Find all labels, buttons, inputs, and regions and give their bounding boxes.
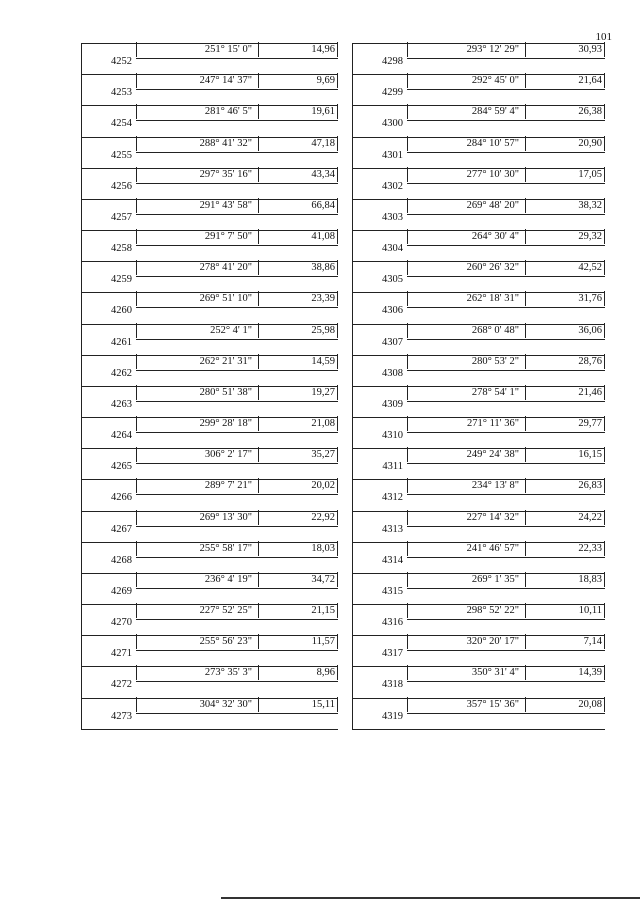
bearing-angle: 299° 28' 18" (136, 416, 258, 431)
table-row (82, 74, 338, 105)
distance-value: 29,32 (525, 229, 605, 244)
row-divider (407, 557, 605, 558)
row-divider (407, 183, 605, 184)
bearing-angle: 252° 4' 1" (136, 323, 258, 338)
point-id: 4271 (111, 648, 132, 660)
table-row (82, 137, 338, 168)
table-row (82, 479, 338, 510)
point-id: 4262 (111, 367, 132, 379)
row-divider (407, 214, 605, 215)
point-id: 4267 (111, 523, 132, 535)
distance-value: 18,83 (525, 572, 605, 587)
distance-value: 7,14 (525, 634, 605, 649)
bearing-angle: 236° 4' 19" (136, 572, 258, 587)
row-divider (407, 276, 605, 277)
bearing-angle: 273° 35' 3" (136, 665, 258, 680)
table-row (82, 604, 338, 635)
point-id: 4314 (382, 554, 403, 566)
table-row (353, 573, 605, 604)
table-row (353, 448, 605, 479)
distance-value: 20,90 (525, 136, 605, 151)
distance-value: 38,32 (525, 198, 605, 213)
point-id: 4312 (382, 492, 403, 504)
table-row (353, 666, 605, 697)
bearing-angle: 227° 14' 32" (407, 510, 525, 525)
bearing-angle: 281° 46' 5" (136, 104, 258, 119)
distance-value: 21,64 (525, 73, 605, 88)
row-divider (136, 307, 338, 308)
row-divider (136, 681, 338, 682)
table-row (353, 698, 605, 729)
row-divider (136, 401, 338, 402)
bearing-angle: 241° 46' 57" (407, 541, 525, 556)
point-id: 4318 (382, 679, 403, 691)
table-row (82, 43, 338, 74)
row-divider (407, 120, 605, 121)
table-row (353, 542, 605, 573)
point-id: 4259 (111, 274, 132, 286)
distance-value: 16,15 (525, 447, 605, 462)
table-row (353, 324, 605, 355)
distance-value: 14,96 (258, 42, 338, 57)
point-id: 4317 (382, 648, 403, 660)
bearing-angle: 255° 56' 23" (136, 634, 258, 649)
row-divider (136, 713, 338, 714)
distance-value: 14,59 (258, 354, 338, 369)
distance-value: 41,08 (258, 229, 338, 244)
point-id: 4261 (111, 336, 132, 348)
distance-value: 10,11 (525, 603, 605, 618)
point-id: 4304 (382, 243, 403, 255)
distance-value: 34,72 (258, 572, 338, 587)
table-row (353, 74, 605, 105)
point-id: 4255 (111, 149, 132, 161)
row-divider (136, 494, 338, 495)
point-id: 4299 (382, 87, 403, 99)
table-row (82, 635, 338, 666)
bearing-angle: 255° 58' 17" (136, 541, 258, 556)
row-divider (136, 183, 338, 184)
row-divider (407, 713, 605, 714)
row-divider (136, 432, 338, 433)
table-row (353, 230, 605, 261)
distance-value: 15,11 (258, 697, 338, 712)
table-row (353, 43, 605, 74)
table-row (82, 386, 338, 417)
bearing-angle: 304° 32' 30" (136, 697, 258, 712)
table-row (82, 698, 338, 729)
point-id: 4272 (111, 679, 132, 691)
point-id: 4307 (382, 336, 403, 348)
distance-value: 19,61 (258, 104, 338, 119)
point-id: 4270 (111, 617, 132, 629)
bearing-angle: 289° 7' 21" (136, 478, 258, 493)
row-divider (136, 339, 338, 340)
point-id: 4273 (111, 710, 132, 722)
bearing-angle: 260° 26' 32" (407, 260, 525, 275)
row-divider (407, 58, 605, 59)
row-divider (407, 401, 605, 402)
distance-value: 30,93 (525, 42, 605, 57)
table-row (82, 542, 338, 573)
bottom-rule (221, 897, 640, 899)
bearing-angle: 262° 21' 31" (136, 354, 258, 369)
point-id: 4256 (111, 180, 132, 192)
distance-value: 26,38 (525, 104, 605, 119)
bearing-angle: 277° 10' 30" (407, 167, 525, 182)
bearing-angle: 284° 10' 57" (407, 136, 525, 151)
point-id: 4264 (111, 430, 132, 442)
distance-value: 29,77 (525, 416, 605, 431)
table-row (82, 448, 338, 479)
bearing-angle: 297° 35' 16" (136, 167, 258, 182)
table-row (353, 168, 605, 199)
distance-value: 22,33 (525, 541, 605, 556)
row-divider (136, 650, 338, 651)
point-id: 4306 (382, 305, 403, 317)
table-row (353, 604, 605, 635)
table-row (353, 261, 605, 292)
row-divider (136, 588, 338, 589)
point-id: 4252 (111, 56, 132, 67)
distance-value: 66,84 (258, 198, 338, 213)
left-coordinates-table (81, 43, 338, 730)
distance-value: 47,18 (258, 136, 338, 151)
row-divider (136, 58, 338, 59)
point-id: 4319 (382, 710, 403, 722)
distance-value: 26,83 (525, 478, 605, 493)
point-id: 4254 (111, 118, 132, 130)
point-id: 4305 (382, 274, 403, 286)
bearing-angle: 288° 41' 32" (136, 136, 258, 151)
distance-value: 9,69 (258, 73, 338, 88)
bearing-angle: 234° 13' 8" (407, 478, 525, 493)
row-divider (136, 557, 338, 558)
bearing-angle: 291° 43' 58" (136, 198, 258, 213)
row-divider (407, 307, 605, 308)
row-divider (136, 152, 338, 153)
bearing-angle: 278° 54' 1" (407, 385, 525, 400)
point-id: 4311 (382, 461, 403, 473)
table-row (353, 199, 605, 230)
row-divider (136, 245, 338, 246)
table-row (82, 199, 338, 230)
page-number: 101 (595, 31, 612, 43)
row-divider (136, 120, 338, 121)
table-row (82, 168, 338, 199)
bearing-angle: 306° 2' 17" (136, 447, 258, 462)
distance-value: 25,98 (258, 323, 338, 338)
point-id: 4313 (382, 523, 403, 535)
distance-value: 23,39 (258, 291, 338, 306)
table-row (353, 511, 605, 542)
bearing-angle: 350° 31' 4" (407, 665, 525, 680)
bearing-angle: 262° 18' 31" (407, 291, 525, 306)
bearing-angle: 284° 59' 4" (407, 104, 525, 119)
point-id: 4309 (382, 398, 403, 410)
distance-value: 38,86 (258, 260, 338, 275)
table-row (82, 324, 338, 355)
row-divider (407, 588, 605, 589)
point-id: 4301 (382, 149, 403, 161)
bearing-angle: 291° 7' 50" (136, 229, 258, 244)
bearing-angle: 320° 20' 17" (407, 634, 525, 649)
bearing-angle: 249° 24' 38" (407, 447, 525, 462)
table-row (82, 355, 338, 386)
point-id: 4308 (382, 367, 403, 379)
bearing-angle: 269° 51' 10" (136, 291, 258, 306)
table-row (353, 355, 605, 386)
table-row (353, 386, 605, 417)
row-divider (407, 339, 605, 340)
table-row (353, 137, 605, 168)
point-id: 4268 (111, 554, 132, 566)
distance-value: 14,39 (525, 665, 605, 680)
bearing-angle: 280° 51' 38" (136, 385, 258, 400)
bearing-angle: 264° 30' 4" (407, 229, 525, 244)
distance-value: 11,57 (258, 634, 338, 649)
distance-value: 35,27 (258, 447, 338, 462)
row-divider (407, 463, 605, 464)
bearing-angle: 292° 45' 0" (407, 73, 525, 88)
distance-value: 36,06 (525, 323, 605, 338)
table-row (353, 105, 605, 136)
table-row (353, 292, 605, 323)
row-divider (136, 89, 338, 90)
distance-value: 28,76 (525, 354, 605, 369)
row-divider (407, 650, 605, 651)
point-id: 4310 (382, 430, 403, 442)
point-id: 4269 (111, 585, 132, 597)
table-row (82, 666, 338, 697)
row-divider (407, 619, 605, 620)
distance-value: 24,22 (525, 510, 605, 525)
table-row (82, 417, 338, 448)
row-divider (407, 526, 605, 527)
row-divider (407, 152, 605, 153)
point-id: 4257 (111, 211, 132, 223)
row-divider (407, 432, 605, 433)
distance-value: 43,34 (258, 167, 338, 182)
bearing-angle: 247° 14' 37" (136, 73, 258, 88)
distance-value: 21,46 (525, 385, 605, 400)
row-divider (407, 494, 605, 495)
bearing-angle: 271° 11' 36" (407, 416, 525, 431)
distance-value: 31,76 (525, 291, 605, 306)
row-divider (136, 619, 338, 620)
distance-value: 18,03 (258, 541, 338, 556)
distance-value: 17,05 (525, 167, 605, 182)
bearing-angle: 251° 15' 0" (136, 42, 258, 57)
row-divider (136, 370, 338, 371)
distance-value: 21,08 (258, 416, 338, 431)
row-divider (136, 526, 338, 527)
bearing-angle: 298° 52' 22" (407, 603, 525, 618)
table-row (82, 573, 338, 604)
bearing-angle: 280° 53' 2" (407, 354, 525, 369)
bearing-angle: 357° 15' 36" (407, 697, 525, 712)
table-row (82, 230, 338, 261)
point-id: 4253 (111, 87, 132, 99)
table-row (82, 105, 338, 136)
row-divider (136, 463, 338, 464)
point-id: 4300 (382, 118, 403, 130)
table-row (82, 292, 338, 323)
row-divider (136, 276, 338, 277)
table-row (353, 417, 605, 448)
distance-value: 21,15 (258, 603, 338, 618)
bearing-angle: 269° 1' 35" (407, 572, 525, 587)
row-divider (407, 245, 605, 246)
table-row (82, 511, 338, 542)
row-divider (136, 214, 338, 215)
bearing-angle: 269° 13' 30" (136, 510, 258, 525)
point-id: 4263 (111, 398, 132, 410)
bearing-angle: 269° 48' 20" (407, 198, 525, 213)
point-id: 4265 (111, 461, 132, 473)
distance-value: 19,27 (258, 385, 338, 400)
table-row (353, 479, 605, 510)
distance-value: 20,08 (525, 697, 605, 712)
point-id: 4302 (382, 180, 403, 192)
bearing-angle: 293° 12' 29" (407, 42, 525, 57)
point-id: 4260 (111, 305, 132, 317)
point-id: 4298 (382, 56, 403, 67)
bearing-angle: 278° 41' 20" (136, 260, 258, 275)
table-row (353, 635, 605, 666)
right-coordinates-table (352, 43, 605, 730)
distance-value: 42,52 (525, 260, 605, 275)
row-divider (407, 681, 605, 682)
distance-value: 20,02 (258, 478, 338, 493)
row-divider (407, 89, 605, 90)
point-id: 4258 (111, 243, 132, 255)
point-id: 4316 (382, 617, 403, 629)
distance-value: 8,96 (258, 665, 338, 680)
bearing-angle: 227° 52' 25" (136, 603, 258, 618)
point-id: 4266 (111, 492, 132, 504)
bearing-angle: 268° 0' 48" (407, 323, 525, 338)
point-id: 4315 (382, 585, 403, 597)
distance-value: 22,92 (258, 510, 338, 525)
row-divider (407, 370, 605, 371)
table-row (82, 261, 338, 292)
point-id: 4303 (382, 211, 403, 223)
